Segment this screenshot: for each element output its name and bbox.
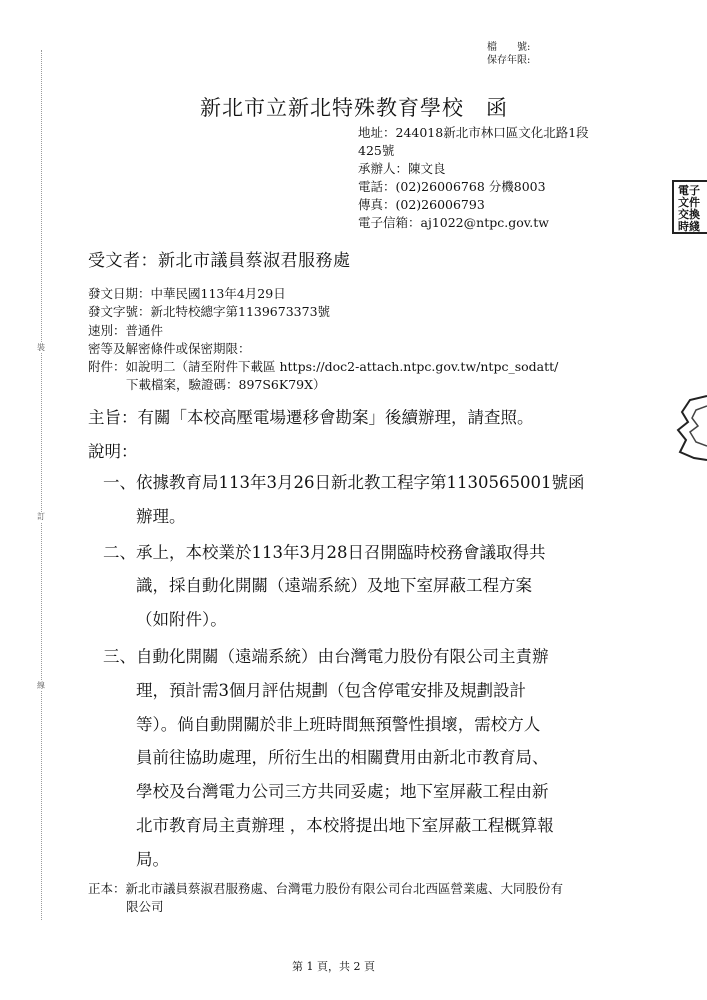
attachment-line-2: 下載檔案，驗證碼：897S6K79X） [126,377,326,393]
item-3-line-6: 北市教育局主責辦理 ，本校將提出地下室屏蔽工程概算報 [136,816,554,835]
meta-block [88,285,558,395]
cc-block [88,880,563,916]
address-line-2: 425號 [358,143,395,158]
item-3-line-5: 學校及台灣電力公司三方共同妥處；地下室屏蔽工程由新 [136,782,549,801]
item-3-line-3: 等）。倘自動開關於非上班時間無預警性損壞，需校方人 [136,715,541,734]
document-number: 發文字號：新北特校總字第1139673373號 [88,304,331,320]
secrecy-level: 密等及解密條件或保密期限： [88,340,251,356]
fax: 傳真：(02)26006793 [358,197,485,212]
recipient: 受文者：新北市議員蔡淑君服務處 [88,251,351,271]
document-title: 新北市立新北特殊教育學校 函 [200,96,508,120]
issue-date: 發文日期：中華民國113年4月29日 [88,286,286,301]
delivery-speed: 速別：普通件 [88,322,164,338]
binding-mark-ding: 訂 [37,512,45,521]
item-3-line-1: 三、自動化開關（遠端系統）由台灣電力股份有限公司主責辦 [103,647,549,666]
phone: 電話：(02)26006768 分機8003 [358,179,546,194]
item-3-line-2: 理，預計需3個月評估規劃（包含停電安排及規劃設計 [136,681,526,700]
item-2-line-1: 二、承上，本校業於113年3月28日召開臨時校務會議取得共 [103,543,546,562]
explanation-label: 說明： [88,442,138,461]
stamp-text: 電子文件 交換 時綫 [678,184,700,233]
cc-line-2: 限公司 [126,899,164,914]
item-3-line-4: 員前往協助處理，所衍生出的相關費用由新北市教育局、 [136,748,549,767]
contact-person: 承辦人：陳文良 [358,161,446,176]
exchange-stamp [672,180,707,234]
binding-mark-xian: 線 [37,681,45,690]
item-2-line-3: （如附件）。 [136,610,227,629]
subject: 主旨：有關「本校高壓電場遷移會勘案」後續辦理，請查照。 [88,408,534,427]
binding-line [41,50,42,920]
attachment-line-1: 附件：如說明二（請至附件下載區 https://doc2-attach.ntpc.gov.tw/ntpc_sodatt/ [88,359,559,375]
page-number: 第 1 頁，共 2 頁 [292,960,375,973]
item-3-line-7: 局。 [136,850,169,869]
address-line-1: 地址：244018新北市林口區文化北路1段 [358,125,589,140]
cc-line-1: 正本：新北市議員蔡淑君服務處、台灣電力股份有限公司台北西區營業處、大同股份有 [88,881,564,896]
binding-mark-zhuang: 裝 [37,343,45,352]
item-2-line-2: 識，採自動化開關（遠端系統）及地下室屏蔽工程方案 [136,576,532,595]
item-1-line-1: 一、依據教育局113年3月26日新北教工程字第1130565001號函 [103,473,585,492]
seal-icon [676,392,707,464]
email: 電子信箱：aj1022@ntpc.gov.tw [358,215,549,230]
file-number-label: 檔 號: [487,42,531,53]
item-1-line-2: 辦理。 [136,507,186,526]
sender-info [358,124,589,232]
retention-label: 保存年限: [487,55,531,66]
